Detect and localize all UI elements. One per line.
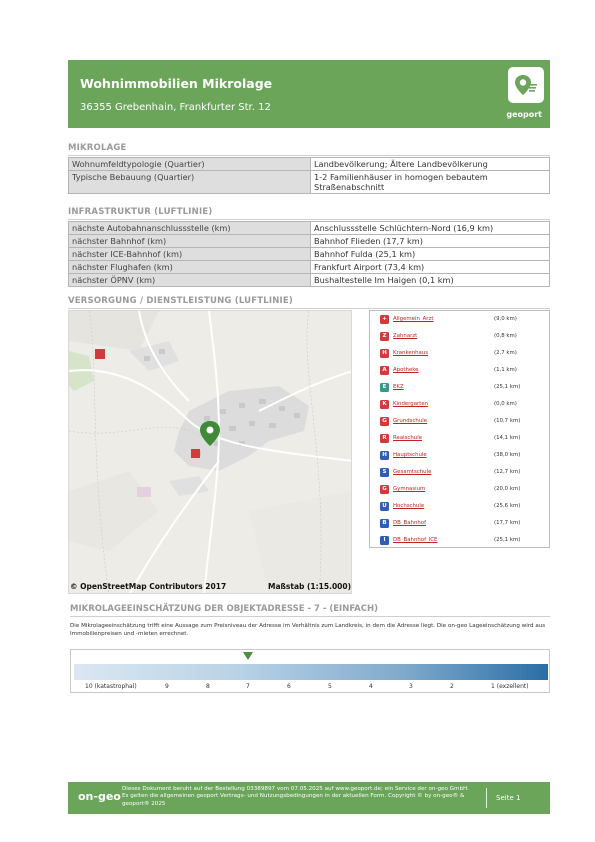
train-icon: I	[380, 536, 389, 545]
location-map[interactable]	[68, 310, 352, 594]
map-credit: © OpenStreetMap Contributors 2017	[70, 582, 227, 591]
scale-label: 9	[165, 683, 169, 690]
section-divider	[70, 616, 550, 617]
doctor-icon: +	[380, 315, 389, 324]
report-title: Wohnimmobilien Mikrolage	[80, 76, 273, 91]
table-row	[69, 158, 550, 171]
table-row	[69, 235, 550, 248]
section-title-versorgung: VERSORGUNG / DIENSTLEISTUNG (LUFTLINIE)	[68, 296, 293, 306]
legend-label: Apotheke	[393, 367, 419, 373]
legend-item[interactable]	[380, 518, 546, 530]
legend-label: Gymnasium	[393, 486, 426, 492]
legend-item[interactable]	[380, 314, 546, 326]
legend-item[interactable]	[380, 416, 546, 428]
table-row	[69, 248, 550, 261]
table-row	[69, 274, 550, 287]
scale-label: 7	[246, 683, 250, 690]
rating-gradient-bar	[74, 664, 548, 680]
legend-distance: (20,0 km)	[494, 486, 521, 492]
table-value: Anschlussstelle Schlüchtern-Nord (16,9 km)	[311, 222, 550, 235]
mikrolage-table	[68, 157, 550, 194]
legend-distance: (10,7 km)	[494, 418, 521, 424]
map-scale: Maßstab (1:15.000)	[268, 582, 352, 591]
legend-label: Gesamtschule	[393, 469, 432, 475]
table-key: nächster Flughafen (km)	[69, 261, 311, 274]
scale-label: 5	[328, 683, 332, 690]
section-divider	[68, 155, 550, 156]
table-value: Bahnhof Fulda (25,1 km)	[311, 248, 550, 261]
page-number: Seite 1	[496, 794, 521, 802]
legend-item[interactable]	[380, 365, 546, 377]
legend-label: EKZ	[393, 384, 404, 390]
legend-label: Realschule	[393, 435, 423, 441]
legend-label: Krankenhaus	[393, 350, 429, 356]
school-icon: H	[380, 451, 389, 460]
legend-label: Kindergarten	[393, 401, 429, 407]
table-value: Landbevölkerung; Ältere Landbevölkerung	[311, 158, 550, 171]
rating-scale	[70, 649, 550, 693]
legend-item[interactable]	[380, 450, 546, 462]
table-row	[69, 171, 550, 194]
footer-divider	[486, 788, 487, 808]
legend-label: Hochschule	[393, 503, 425, 509]
table-row	[69, 261, 550, 274]
legend-distance: (17,7 km)	[494, 520, 521, 526]
school-icon: G	[380, 485, 389, 494]
table-key: Wohnumfeldtypologie (Quartier)	[69, 158, 311, 171]
section-title-infrastruktur: INFRASTRUKTUR (LUFTLINIE)	[68, 207, 213, 217]
table-key: Typische Bebauung (Quartier)	[69, 171, 311, 194]
report-address: 36355 Grebenhain, Frankfurter Str. 12	[80, 102, 271, 113]
legend-label: DB_Bahnhof	[393, 520, 426, 526]
legend-item[interactable]	[380, 535, 546, 547]
shopping-icon: E	[380, 383, 389, 392]
table-value: Bushaltestelle Im Haigen (0,1 km)	[311, 274, 550, 287]
table-value: Frankfurt Airport (73,4 km)	[311, 261, 550, 274]
scale-label: 8	[206, 683, 210, 690]
legend-item[interactable]	[380, 501, 546, 513]
legend-item[interactable]	[380, 484, 546, 496]
legend-label: Grundschule	[393, 418, 428, 424]
legend-distance: (9,0 km)	[494, 316, 517, 322]
legend-distance: (1,1 km)	[494, 367, 517, 373]
legend-distance: (25,6 km)	[494, 503, 521, 509]
table-row	[69, 222, 550, 235]
report-header	[68, 60, 550, 128]
table-key: nächste Autobahnanschlussstelle (km)	[69, 222, 311, 235]
university-icon: U	[380, 502, 389, 511]
legend-distance: (14,1 km)	[494, 435, 521, 441]
legend-label: Allgemein_Arzt	[393, 316, 434, 322]
tooth-icon: Z	[380, 332, 389, 341]
legend-label: Zahnarzt	[393, 333, 418, 339]
school-icon: R	[380, 434, 389, 443]
legend-distance: (2,7 km)	[494, 350, 517, 356]
scale-label: 1 (exzellent)	[491, 683, 529, 690]
legend-distance: (25,1 km)	[494, 537, 521, 543]
table-key: nächster Bahnhof (km)	[69, 235, 311, 248]
pharmacy-icon: A	[380, 366, 389, 375]
section-title-mikrolage: MIKROLAGE	[68, 143, 127, 153]
scale-label: 6	[287, 683, 291, 690]
footer-disclaimer: Dieses Dokument beruht auf der Bestellung 03389897 vom 07.05.2025 auf www.geoport.de; ein Service der on-geo GmbH. Es gelten die allgemeinen geoport Vertrags- und Nutzungsbedingungen in der aktuellen Form. Copyright © by on-geo® & geoport® 2025	[122, 786, 469, 807]
legend-distance: (12,7 km)	[494, 469, 521, 475]
section-divider	[68, 308, 550, 309]
scale-label: 10 (katastrophal)	[85, 683, 137, 690]
scale-label: 3	[409, 683, 413, 690]
scale-label: 4	[369, 683, 373, 690]
legend-label: DB_Bahnhof_ICE	[393, 537, 438, 543]
legend-item[interactable]	[380, 433, 546, 445]
legend-item[interactable]	[380, 467, 546, 479]
legend-distance: (0,0 km)	[494, 401, 517, 407]
poi-legend	[369, 310, 550, 548]
rating-marker	[243, 652, 253, 660]
legend-item[interactable]	[380, 348, 546, 360]
page-footer	[68, 782, 550, 814]
table-key: nächster ICE-Bahnhof (km)	[69, 248, 311, 261]
legend-label: Hauptschule	[393, 452, 427, 458]
table-value: 1-2 Familienhäuser in homogen bebautem Straßenabschnitt	[311, 171, 550, 194]
assessment-description: Die Mikrolageeinschätzung trifft eine Aussage zum Preisniveau der Adresse im Verhältnis zum Landkreis, in dem die Adresse liegt. Die on-geo Lageeinschätzung wird aus Immobilienpreisen und -mieten errechnet.	[70, 623, 546, 637]
legend-item[interactable]	[380, 399, 546, 411]
on-geo-logo: on-geo	[78, 790, 121, 803]
scale-label: 2	[450, 683, 454, 690]
map-pin-icon	[508, 67, 544, 103]
hospital-icon: H	[380, 349, 389, 358]
infrastruktur-table	[68, 221, 550, 287]
school-icon: G	[380, 417, 389, 426]
legend-item[interactable]	[380, 331, 546, 343]
legend-item[interactable]	[380, 382, 546, 394]
train-icon: B	[380, 519, 389, 528]
legend-distance: (25,1 km)	[494, 384, 521, 390]
section-title-assessment: MIKROLAGEEINSCHÄTZUNG DER OBJEKTADRESSE - 7 - (EINFACH)	[70, 604, 378, 614]
legend-distance: (0,8 km)	[494, 333, 517, 339]
table-value: Bahnhof Flieden (17,7 km)	[311, 235, 550, 248]
section-divider	[68, 219, 550, 220]
school-icon: S	[380, 468, 389, 477]
table-key: nächster ÖPNV (km)	[69, 274, 311, 287]
geoport-logo: geoport	[506, 110, 542, 119]
legend-distance: (38,0 km)	[494, 452, 521, 458]
kindergarten-icon: K	[380, 400, 389, 409]
